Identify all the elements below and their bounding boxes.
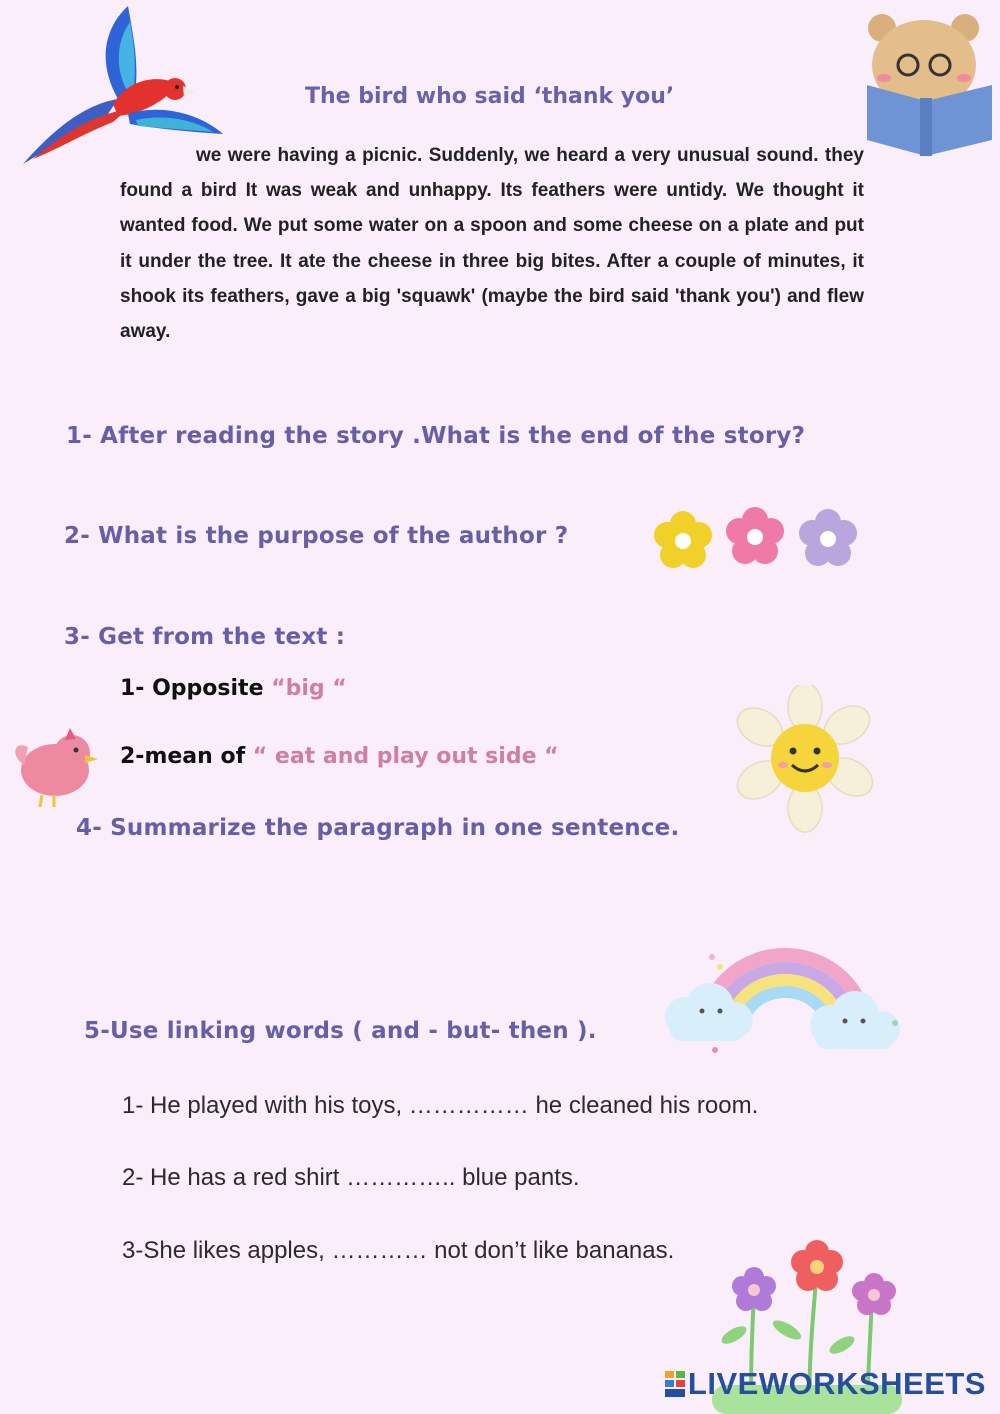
linking-sentence-1: 1- He played with his toys, …………… he cleaned his room. xyxy=(122,1092,759,1119)
question-3-item-2 xyxy=(120,744,559,769)
liveworksheets-logo-text: LIVEWORKSHEETS xyxy=(687,1366,986,1401)
linking-sentence-3: 3-She likes apples, ………… not don’t like bananas. xyxy=(122,1237,675,1264)
smiling-daisy-illustration xyxy=(730,685,880,833)
story-paragraph: we were having a picnic. Suddenly, we heard a very unusual sound. they found a bird It was weak and unhappy. Its feathers were untidy. We thought it wanted food. We put some water on a spoon and some cheese on a plate and put it under the tree. It ate the cheese in three big bites. After a couple of minutes, it shook its feathers, gave a big 'squawk' (maybe the bird said 'thank you') and flew away. xyxy=(120,145,864,343)
liveworksheets-logo-icon xyxy=(665,1371,685,1397)
linking-sentence-2: 2- He has a red shirt ………….. blue pants. xyxy=(122,1164,580,1191)
question-3-item-1 xyxy=(120,676,347,701)
question-3: 3- Get from the text : xyxy=(64,624,346,650)
flowers-decoration xyxy=(648,505,863,575)
question-5: 5-Use linking words ( and - but- then ). xyxy=(84,1018,597,1044)
liveworksheets-logo xyxy=(665,1366,986,1402)
question-1: 1- After reading the story .What is the end of the story? xyxy=(66,423,806,449)
story-title: The bird who said ‘thank you’ xyxy=(305,84,675,109)
pink-bird-illustration xyxy=(10,725,105,810)
question-4: 4- Summarize the paragraph in one sentence. xyxy=(76,815,680,841)
bear-reading-illustration xyxy=(862,10,1000,160)
item-2-target-phrase: “ eat and play out side “ xyxy=(252,744,559,769)
item-1-target-word: “big “ xyxy=(271,676,347,701)
question-2: 2- What is the purpose of the author ? xyxy=(64,523,569,549)
item-1-label: 1- Opposite xyxy=(120,676,272,701)
item-2-label: 2-mean of xyxy=(120,744,253,769)
rainbow-illustration xyxy=(660,945,905,1070)
